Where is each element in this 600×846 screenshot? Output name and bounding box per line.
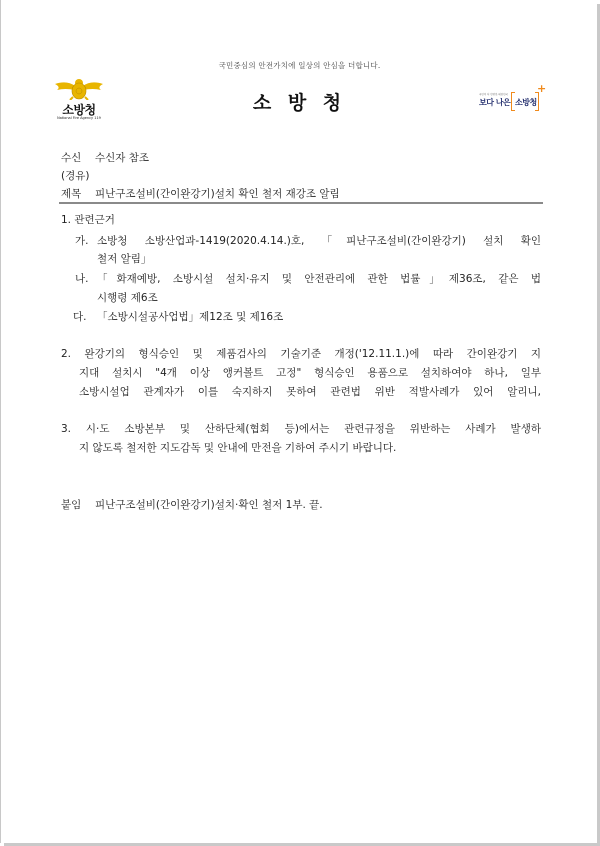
section-2-line2: 지대 설치시 "4개 이상 앵커볼트 고정" 형식승인 용품으로 설치하여야 하나, 일부 [79,367,541,379]
logo-agency-name: 소방청 [62,103,96,117]
logo-text-agency: 소방청 [515,98,537,107]
section-3-line2: 지 않도록 철저한 지도감독 및 안내에 만전을 기하여 주시기 바랍니다. [79,442,397,454]
subject-value: 피난구조설비(간이완강기)설치 확인 철저 재강조 알림 [95,188,340,200]
item-da-line1: 「소방시설공사업법」제12조 및 제16조 [97,311,284,323]
item-da-marker: 다. [73,311,87,323]
item-na-marker: 나. [75,273,89,285]
recipient-value: 수신자 참조 [95,152,150,164]
logo-text-better: 보다 나은 [479,98,511,107]
subject-label: 제목 [61,188,82,200]
section-1-heading: 1. 관련근거 [61,214,115,226]
attachment-label: 붙임 [61,499,82,511]
item-ga-line2: 철저 알림」 [97,253,152,265]
page-title: 소 방 청 [252,92,347,114]
recipient-row [61,150,149,165]
header-divider [59,202,543,204]
plus-icon: + [537,82,547,95]
logo-tagline: 국민이 더 안전한 대한민국 [479,93,508,96]
section-2-line1: 2. 완강기의 형식승인 및 제품검사의 기술기준 개정('12.11.1.)에 따라 간이완강기 지 [61,348,541,360]
attachment-value: 피난구조설비(간이완강기)설치·확인 철저 1부. 끝. [95,499,323,511]
better-agency-logo [477,82,547,122]
item-ga-line1: 소방청 소방산업과-1419(2020.4.14.)호, 「피난구조설비(간이완강기) 설치 확인 [97,235,541,247]
header-slogan: 국민중심의 안전가치에 일상의 안심을 더합니다. [218,61,381,70]
logo-agency-english: National Fire Agency 119 [57,116,101,120]
item-na-line1: 「화재예방, 소방시설 설치·유지 및 안전관리에 관한 법률」제36조, 같은 법 [97,273,541,285]
item-ga-marker: 가. [75,235,89,247]
subject-row [61,186,340,201]
attachment-row [61,497,323,512]
via-row: (경유) [61,170,90,182]
recipient-label: 수신 [61,152,82,164]
section-3-line1: 3. 시·도 소방본부 및 산하단체(협회 등)에서는 관련규정을 위반하는 사례가 발생하 [61,423,541,435]
section-2-line3: 소방시설업 관계자가 이를 숙지하지 못하여 관련법 위반 적발사례가 있어 알리니, [79,386,541,398]
item-na-line2: 시행령 제6조 [97,292,158,304]
